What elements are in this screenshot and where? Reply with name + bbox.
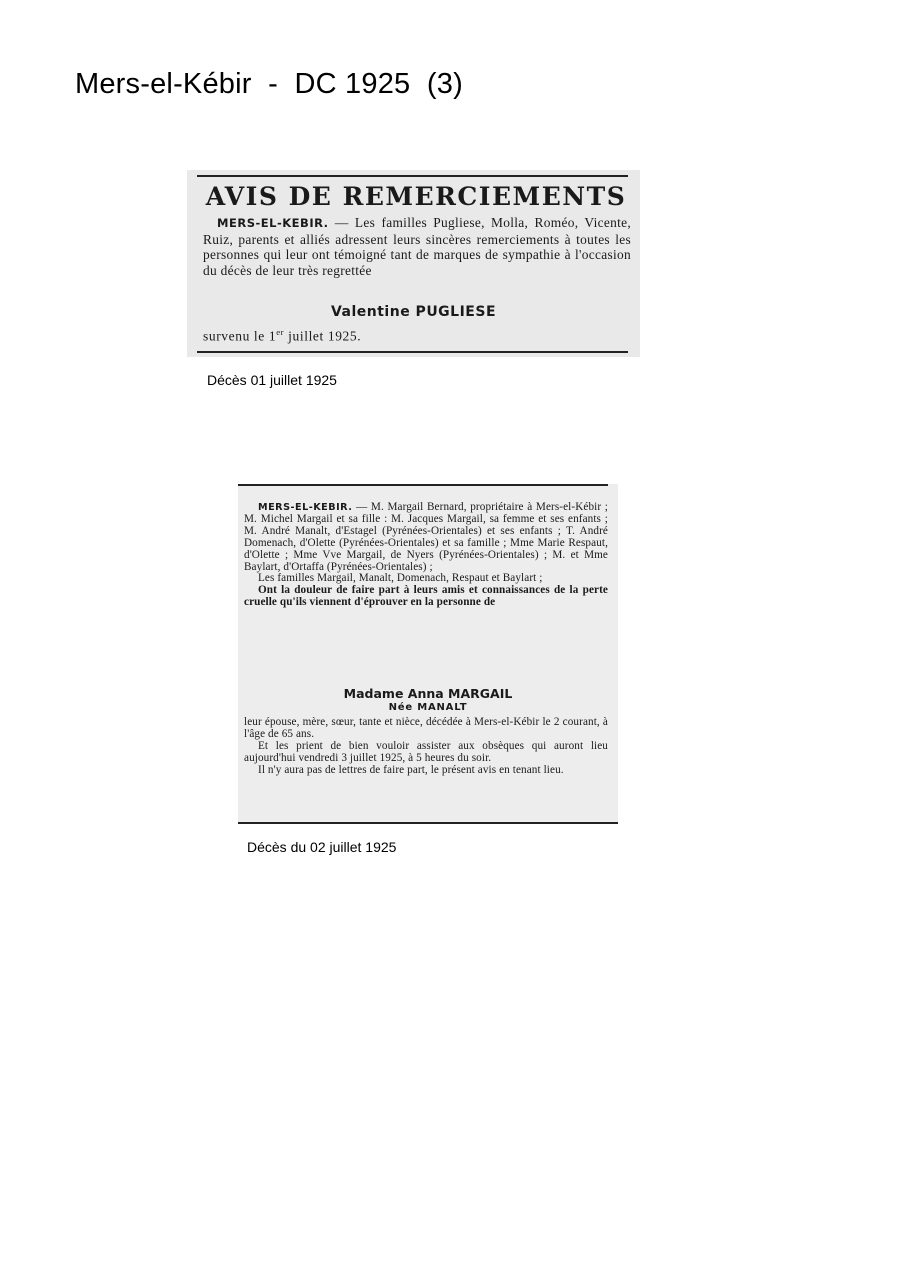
deceased-name: Madame Anna MARGAIL [343,686,513,701]
clipping-body [244,502,608,609]
clipping-lead: MERS-EL-KEBIR. [217,216,329,230]
caption-1: Décès 01 juillet 1925 [207,372,337,388]
date-prefix: survenu le 1 [203,328,277,344]
date-sup: er [276,327,285,337]
caption-2: Décès du 02 juillet 1925 [247,839,397,855]
newspaper-clipping-death-notice [238,484,618,824]
para-5: Et les prient de bien vouloir assister aux obsèques qui auront lieu aujourd'hui vendredi 3 juillet 1925, à 5 heures du soir. [244,739,608,764]
para-6: Il n'y aura pas de lettres de faire part, le présent avis en tenant lieu. [258,763,564,776]
clipping-headline: AVIS DE REMERCIEMENTS [205,182,627,211]
clipping-top-rule [238,484,608,486]
clipping-lead: MERS-EL-KEBIR. [258,502,353,513]
deceased-name: Valentine PUGLIESE [330,304,497,320]
date-suffix: juillet 1925. [284,328,362,344]
clipping-bottom-rule [197,351,628,353]
newspaper-clipping-thanks [187,170,640,357]
para-1: — M. Margail Bernard, propriétaire à Mers-el-Kébir ; M. Michel Margail et sa fille : M. Jacques Margail, sa femme et ses enfants ; M. André Manalt, d'Estagel (Pyrénées-Orientales) et ses enfants ; T. André Domenach, d'Olette (Pyrénées-Orientales) et sa famille ; Mme Marie Respaut, d'Olette ; Mme Vve Margail, de Nyers (Pyrénées-Orientales) ; M. et Mme Baylart, d'Ortaffa (Pyrénées-Orientales) ; [244,501,608,573]
clipping-text: — Les familles Pugliese, Molla, Roméo, Vicente, Ruiz, parents et alliés adressent leurs sincères remerciements à toutes les personnes qui leur ont témoigné tant de marques de sympathie à l'occasion du décès de leur très regrettée [203,215,631,278]
para-3: Ont la douleur de faire part à leurs amis et connaissances de la perte cruelle qu'ils viennent d'éprouver en la personne de [244,584,608,609]
clipping-body [203,215,631,278]
page-title: Mers-el-Kébir - DC 1925 (3) [75,68,463,100]
para-4: leur épouse, mère, sœur, tante et nièce, décédée à Mers-el-Kébir le 2 courant, à l'âge de 65 ans. [244,716,608,740]
clipping-top-rule [197,175,628,177]
clipping-date [203,327,361,345]
para-2: Les familles Margail, Manalt, Domenach, Respaut et Baylart ; [258,572,543,585]
clipping-body-2 [244,717,608,777]
clipping-bottom-rule [238,822,618,824]
maiden-name: Née MANALT [388,702,468,713]
